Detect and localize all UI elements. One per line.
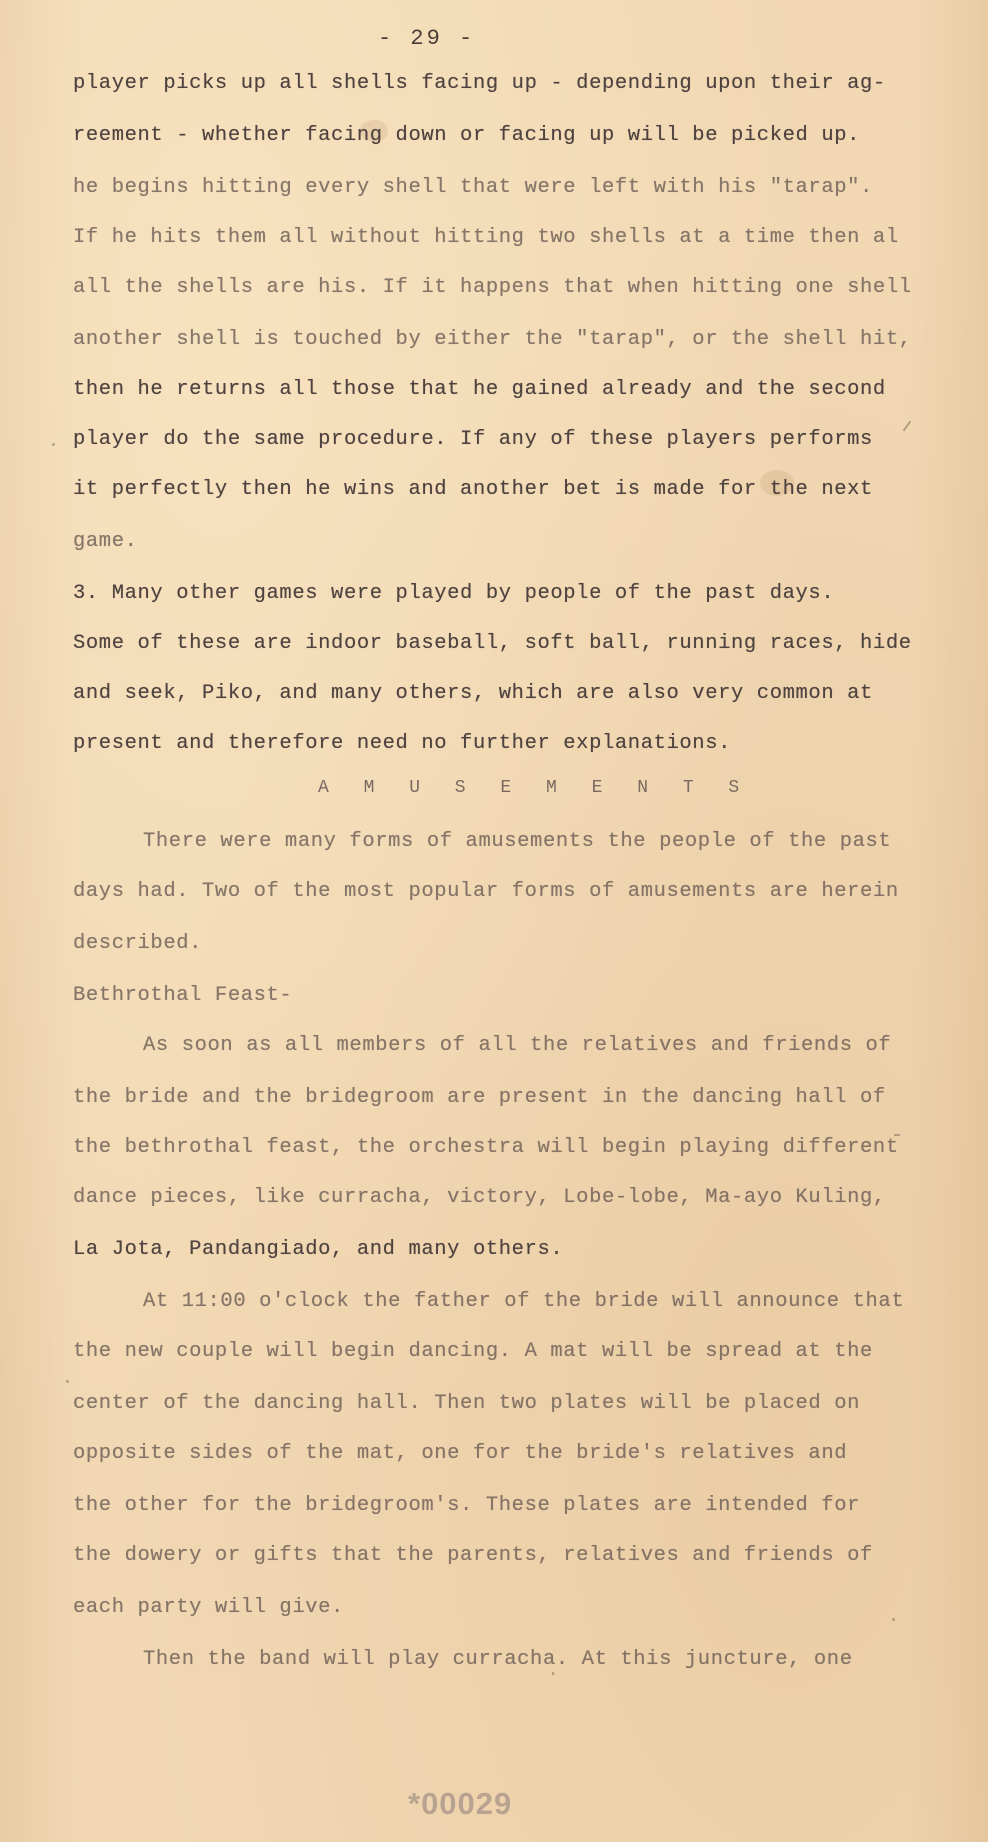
text-line: reement - whether facing down or facing up will be picked up. [73,124,861,147]
ink-dot [892,1618,895,1621]
text-line: described. [73,932,203,955]
text-line: and seek, Piko, and many others, which are also very common at [73,682,873,705]
text-line: center of the dancing hall. Then two plates will be placed on [73,1392,861,1415]
text-line: player picks up all shells facing up - depending upon their ag- [73,72,886,95]
text-line: it perfectly then he wins and another bet is made for the next [73,478,873,501]
text-line: the new couple will begin dancing. A mat will be spread at the [73,1340,873,1363]
text-line: each party will give. [73,1596,344,1619]
text-line: As soon as all members of all the relatives and friends of [143,1034,892,1057]
text-line: the bethrothal feast, the orchestra will begin playing different [73,1136,899,1159]
text-line: the other for the bridegroom's. These plates are intended for [73,1494,861,1517]
text-line: the bride and the bridegroom are present in the dancing hall of [73,1086,886,1109]
text-line: dance pieces, like curracha, victory, Lobe-lobe, Ma-ayo Kuling, [73,1186,886,1209]
text-line: Then the band will play curracha. At this juncture, one [143,1648,853,1671]
text-line: another shell is touched by either the "tarap", or the shell hit, [73,328,912,351]
text-line: days had. Two of the most popular forms of amusements are herein [73,880,899,903]
text-line: At 11:00 o'clock the father of the bride will announce that [143,1290,905,1313]
document-stamp: *00029 [408,1786,513,1821]
subheading: Bethrothal Feast- [73,984,293,1007]
page-number: - 29 - [378,26,476,51]
text-line: Some of these are indoor baseball, soft ball, running races, hide [73,632,912,655]
text-line: If he hits them all without hitting two shells at a time then al [73,226,899,249]
ink-dot [66,1380,69,1383]
text-line: the dowery or gifts that the parents, relatives and friends of [73,1544,873,1567]
pencil-mark [903,421,912,432]
text-line: all the shells are his. If it happens that when hitting one shell [73,276,912,299]
text-line: 3. Many other games were played by people of the past days. [73,582,835,605]
text-line: There were many forms of amusements the people of the past [143,830,892,853]
ink-dot [52,443,55,446]
text-line: opposite sides of the mat, one for the bride's relatives and [73,1442,848,1465]
text-line: then he returns all those that he gained already and the second [73,378,886,401]
text-line: he begins hitting every shell that were left with his "tarap". [73,176,873,199]
text-line: La Jota, Pandangiado, and many others. [73,1238,564,1261]
text-line: player do the same procedure. If any of these players performs [73,428,873,451]
section-heading: A M U S E M E N T S [318,778,752,798]
text-line: present and therefore need no further explanations. [73,732,732,755]
ink-dot [552,1672,554,1675]
text-line: game. [73,530,138,553]
